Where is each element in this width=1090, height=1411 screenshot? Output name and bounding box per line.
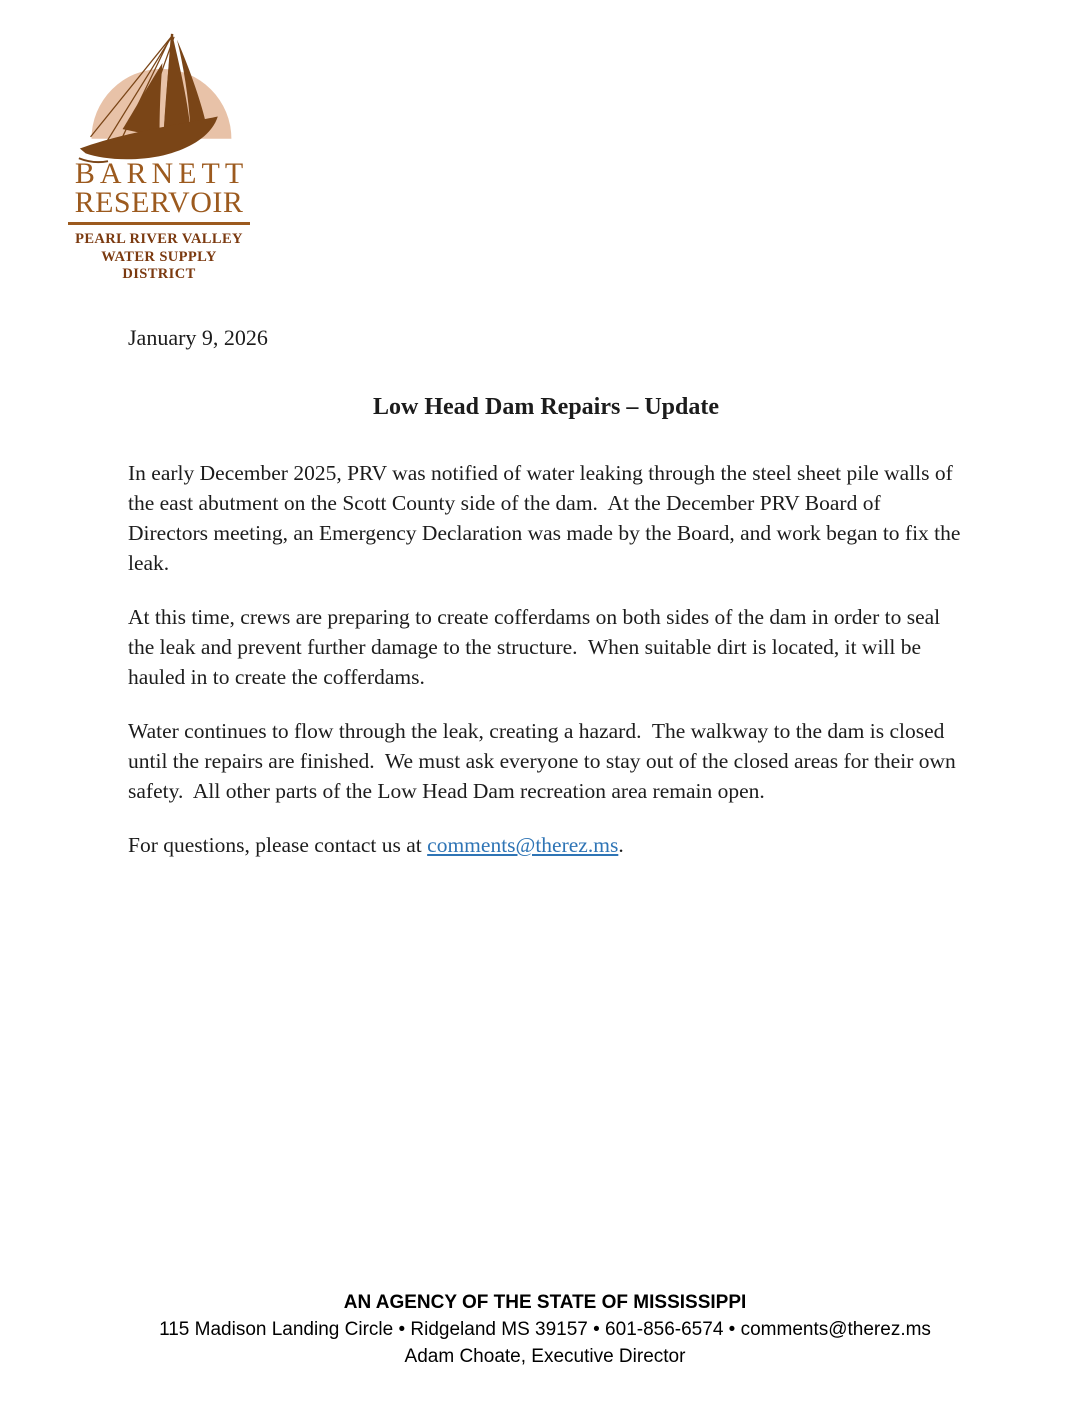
- footer-address-line: 115 Madison Landing Circle • Ridgeland MS 39157 • 601-856-6574 • comments@therez.ms: [159, 1319, 931, 1340]
- letter-date: January 9, 2026: [128, 325, 268, 350]
- org-district-name: [66, 231, 252, 284]
- contact-text-prefix: For questions, please contact us at: [128, 833, 428, 857]
- paragraph-2: At this time, crews are preparing to create cofferdams on both sides of the dam in order to seal the leak and prevent further damage to the structure. When suitable dirt is located, it will be hauled in to create the cofferdams.: [128, 605, 946, 689]
- footer-director-line: Adam Choate, Executive Director: [404, 1346, 686, 1367]
- district-line1: PEARL RIVER VALLEY: [75, 231, 243, 247]
- contact-line: [128, 830, 964, 860]
- org-wordmark: [66, 157, 252, 219]
- paragraph-3: Water continues to flow through the leak, creating a hazard. The walkway to the dam is closed until the repairs are finished. We must ask everyone to stay out of the closed areas for their own safety. All other parts of the Low Head Dam recreation area remain open.: [128, 719, 962, 803]
- contact-email-link[interactable]: comments@therez.ms: [427, 833, 619, 857]
- letter-footer: [0, 1289, 1090, 1370]
- paragraph-1: In early December 2025, PRV was notified of water leaking through the steel sheet pile walls of the east abutment on the Scott County side of the dam. At the December PRV Board of Directors meeting, an Emergency Declaration was made by the Board, and work began to fix the leak.: [128, 461, 966, 575]
- contact-text-suffix: .: [618, 833, 624, 857]
- org-name-line1: BARNETT: [74, 157, 249, 190]
- org-name-line2: RESERVOIR: [74, 185, 244, 219]
- org-logo: [66, 30, 252, 284]
- letter-title: Low Head Dam Repairs – Update: [373, 394, 719, 420]
- footer-agency-line: AN AGENCY OF THE STATE OF MISSISSIPPI: [343, 1292, 747, 1313]
- logo-divider: [68, 222, 250, 225]
- district-line2: WATER SUPPLY DISTRICT: [101, 248, 217, 283]
- sailboat-sun-logo-icon: [67, 30, 252, 166]
- letter-content: [128, 324, 964, 860]
